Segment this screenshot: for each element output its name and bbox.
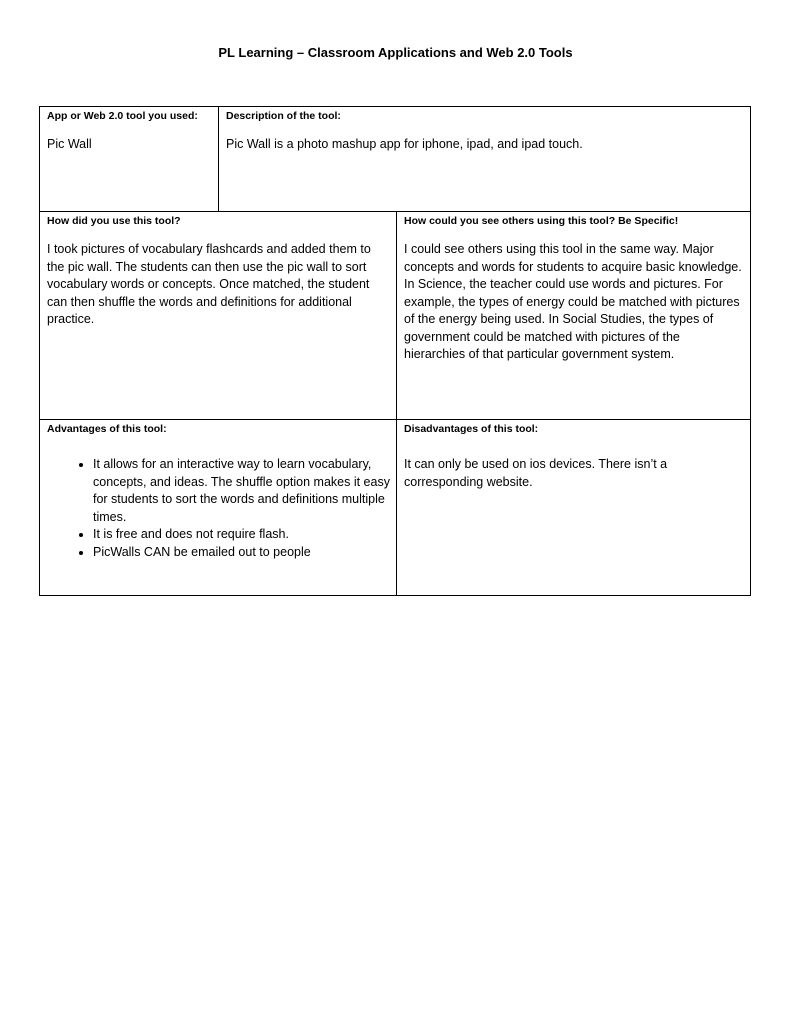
advantages-list bbox=[47, 456, 390, 561]
table-row bbox=[40, 107, 750, 211]
others-value: I could see others using this tool in the same way. Major concepts and words for students to acquire basic knowledge. In Science, the teacher could use words and pictures. For example, the types of energy could be matched with pictures of the energy being used. In Social Studies, the types of government could be matched with pictures of the hierarchies of that particular government system. bbox=[404, 242, 742, 361]
usage-label: How did you use this tool? bbox=[47, 215, 181, 227]
page-title: PL Learning – Classroom Applications and Web 2.0 Tools bbox=[218, 45, 573, 60]
app-value: Pic Wall bbox=[47, 137, 92, 151]
others-label: How could you see others using this tool? Be Specific! bbox=[404, 215, 679, 227]
disadvantages-cell bbox=[396, 420, 750, 595]
usage-value: I took pictures of vocabulary flashcards and added them to the pic wall. The students can then use the pic wall to sort vocabulary words or concepts. Once matched, the student can then shuffle the words and definitions for additional practice. bbox=[47, 242, 371, 326]
disadvantages-label: Disadvantages of this tool: bbox=[404, 423, 539, 435]
advantages-cell bbox=[40, 420, 396, 595]
list-item: • PicWalls CAN be emailed out to people bbox=[93, 544, 390, 562]
description-cell bbox=[218, 107, 750, 211]
tool-table bbox=[39, 106, 751, 596]
list-item: • It is free and does not require flash. bbox=[93, 526, 390, 544]
table-row bbox=[40, 211, 750, 419]
usage-cell bbox=[40, 212, 396, 419]
disadvantages-value: It can only be used on ios devices. There isn’t a corresponding website. bbox=[404, 457, 668, 489]
description-value: Pic Wall is a photo mashup app for iphone, ipad, and ipad touch. bbox=[226, 137, 583, 151]
app-cell bbox=[40, 107, 218, 211]
app-label: App or Web 2.0 tool you used: bbox=[47, 110, 198, 122]
description-label: Description of the tool: bbox=[226, 110, 341, 122]
advantages-label: Advantages of this tool: bbox=[47, 423, 167, 435]
others-cell bbox=[396, 212, 750, 419]
list-item: • It allows for an interactive way to learn vocabulary, concepts, and ideas. The shuffle option makes it easy for students to sort the words and definitions multiple times. bbox=[93, 456, 390, 526]
table-row bbox=[40, 419, 750, 595]
